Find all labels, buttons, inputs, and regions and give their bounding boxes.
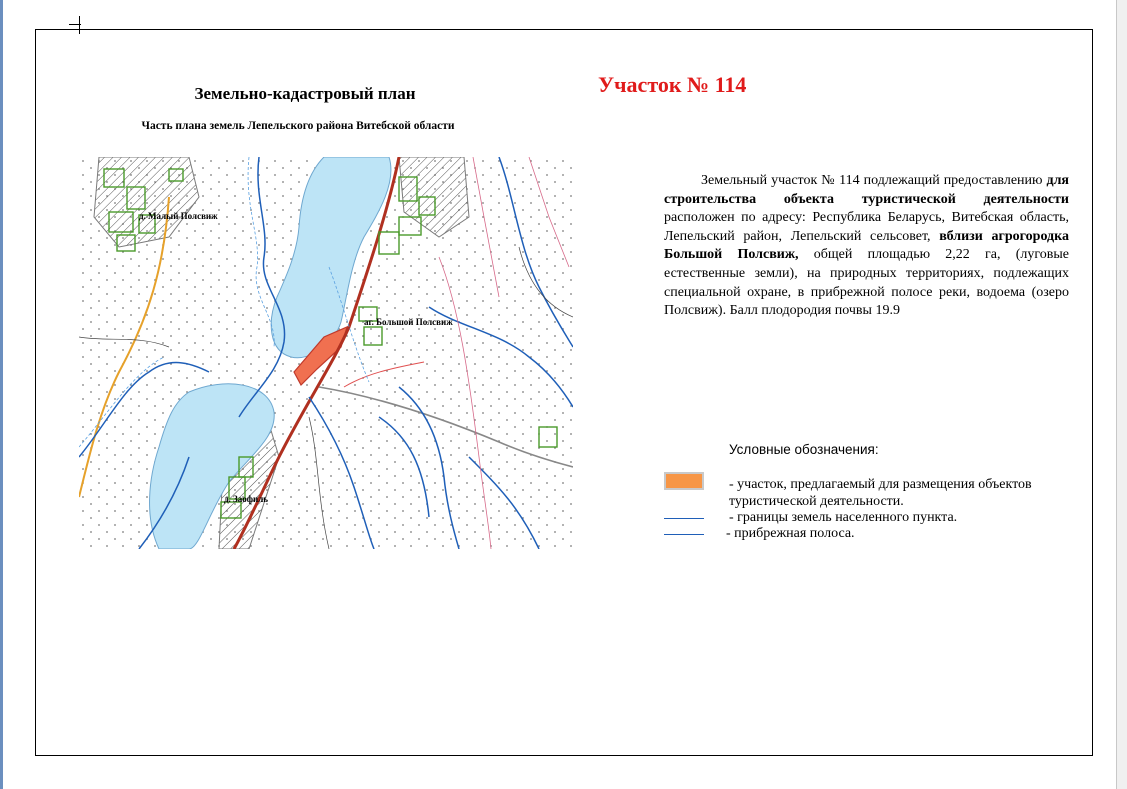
plot-description bbox=[664, 172, 1069, 321]
legend-swatch-plot bbox=[664, 472, 704, 490]
window-left-edge bbox=[0, 0, 3, 789]
legend-title: Условные обозначения: bbox=[729, 442, 879, 457]
description-purpose: для строительства объекта туристической деятельности bbox=[664, 173, 1069, 207]
legend-item-boundary: - границы земель населенного пункта. bbox=[729, 510, 958, 525]
description-part-2: расположен по адресу: Республика Беларусь, Витебская область, Лепельский район, Лепельский сельсовет, bbox=[664, 210, 1069, 244]
cadastral-map bbox=[79, 157, 573, 549]
margin-marker bbox=[69, 24, 81, 25]
village-label-zaofil: д. Заофиль bbox=[224, 494, 269, 504]
legend-item-plot: - участок, предлагаемый для размещения объектов туристической деятельности. bbox=[729, 477, 1032, 509]
legend-line-coastal bbox=[664, 534, 704, 535]
page-subtitle: Часть плана земель Лепельского района Витебской области bbox=[141, 120, 455, 132]
text-cursor bbox=[79, 16, 80, 34]
description-location: вблизи агрогородка Большой Полсвиж, bbox=[664, 228, 1069, 263]
description-part-1: Земельный участок № 114 подлежащий предоставлению bbox=[701, 173, 1047, 188]
plot-number: Участок № 114 bbox=[598, 72, 747, 97]
legend-line-boundary bbox=[664, 518, 704, 519]
vertical-scrollbar[interactable] bbox=[1116, 0, 1127, 789]
legend-item-coastal: - прибрежная полоса. bbox=[726, 526, 855, 541]
page-title: Земельно-кадастровый план bbox=[194, 84, 416, 103]
description-part-3: общей площадью 2,22 га, (луговые естественные земли), на природных территориях, подлежащих специальной охране, в прибрежной полосе реки, водоема (озеро Полсвиж). Балл плодородия почвы 19.9 bbox=[664, 247, 1069, 319]
village-label-bolshoi: аг. Большой Полсвиж bbox=[364, 317, 453, 327]
village-label-malyi: д. Малый Полсвиж bbox=[139, 211, 218, 221]
